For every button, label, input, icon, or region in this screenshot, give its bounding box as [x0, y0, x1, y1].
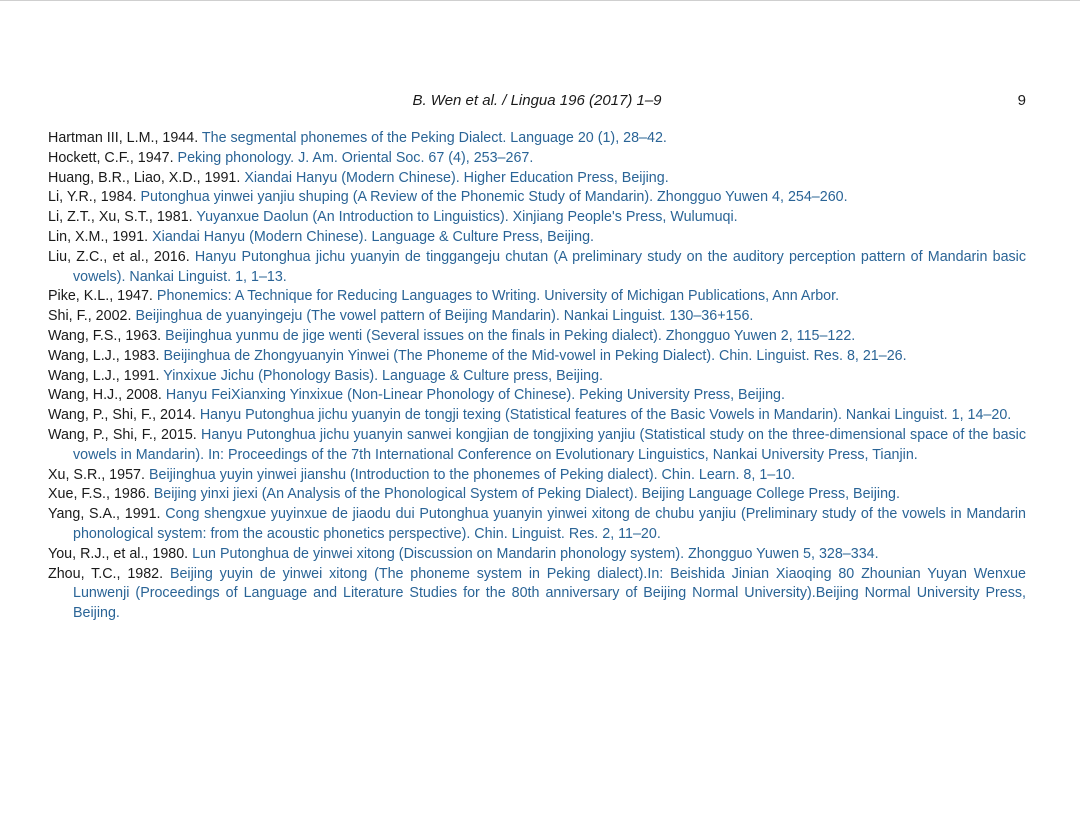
reference-item — [48, 228, 1026, 248]
reference-author: Wang, H.J., 2008. — [48, 387, 162, 404]
reference-link[interactable]: Beijinghua yuyin yinwei jianshu (Introduction to the phonemes of Peking dialect). Chin. Learn. 8, 1–10. — [148, 466, 796, 483]
reference-author: Wang, P., Shi, F., 2015. — [48, 426, 197, 443]
reference-author: Li, Y.R., 1984. — [48, 189, 137, 206]
reference-author: Wang, L.J., 1991. — [48, 367, 160, 384]
reference-link[interactable]: Phonemics: A Technique for Reducing Languages to Writing. University of Michigan Publications, Ann Arbor. — [156, 288, 840, 305]
reference-item — [48, 149, 1026, 169]
reference-item — [48, 287, 1026, 307]
reference-author: Wang, P., Shi, F., 2014. — [48, 407, 196, 424]
reference-item — [48, 327, 1026, 347]
reference-link[interactable]: Lun Putonghua de yinwei xitong (Discussion on Mandarin phonology system). Zhongguo Yuwen 5, 328–334. — [192, 545, 879, 562]
reference-author: Xue, F.S., 1986. — [48, 486, 150, 503]
reference-author: Huang, B.R., Liao, X.D., 1991. — [48, 169, 241, 186]
reference-author: Lin, X.M., 1991. — [48, 228, 149, 245]
reference-link[interactable]: Xiandai Hanyu (Modern Chinese). Higher Education Press, Beijing. — [244, 169, 669, 186]
reference-link[interactable]: Beijing yuyin de yinwei xitong (The phoneme system in Peking dialect).In: Beishida Jinian Xiaoqing 80 Zhounian Yuyan Wenxue Lunwenji (Proceedings of Language and Literature Studies for the 80th anniversary of Beijing Normal University).Beijing Normal University Press, Beijing. — [73, 565, 1027, 622]
reference-item — [48, 466, 1026, 486]
reference-item — [48, 406, 1026, 426]
reference-item — [48, 485, 1026, 505]
reference-link[interactable]: Hanyu Putonghua jichu yuanyin sanwei kongjian de tongjixing yanjiu (Statistical study on the three-dimensional space of the basic vowels in Mandarin). In: Proceedings of the 7th International Conference on Evolutionary Linguistics, Nankai University Press, Tianjin. — [73, 426, 1027, 463]
reference-link[interactable]: Hanyu Putonghua jichu yuanyin de tongji texing (Statistical features of the Basic Vowels in Mandarin). Nankai Linguist. 1, 14–20. — [199, 407, 1012, 424]
reference-link[interactable]: Beijing yinxi jiexi (An Analysis of the Phonological System of Peking Dialect). Beijing Language College Press, Beijing. — [153, 486, 900, 503]
running-head — [48, 91, 1026, 111]
reference-item — [48, 347, 1026, 367]
reference-item — [48, 307, 1026, 327]
reference-author: Wang, F.S., 1963. — [48, 327, 162, 344]
reference-item — [48, 367, 1026, 387]
reference-author: Hartman III, L.M., 1944. — [48, 130, 199, 146]
reference-item — [48, 505, 1026, 545]
reference-link[interactable]: Cong shengxue yuyinxue de jiaodu dui Putonghua yuanyin yinwei xitong de chubu yanjiu (Preliminary study of the vowels in Mandarin phonological system: from the acoustic phonetics perspective). Chin. Linguist. Res. 2, 11–20. — [73, 506, 1026, 542]
reference-author: Wang, L.J., 1983. — [48, 347, 160, 364]
reference-link[interactable]: Yinxixue Jichu (Phonology Basis). Language & Culture press, Beijing. — [163, 367, 603, 384]
reference-item — [48, 169, 1026, 189]
reference-link[interactable]: Xiandai Hanyu (Modern Chinese). Language & Culture Press, Beijing. — [152, 228, 594, 245]
reference-list — [48, 129, 1026, 624]
reference-author: Xu, S.R., 1957. — [48, 466, 145, 483]
reference-link[interactable]: Beijinghua yunmu de jige wenti (Several issues on the finals in Peking dialect). Zhongguo Yuwen 2, 115–122. — [165, 327, 856, 344]
reference-link[interactable]: The segmental phonemes of the Peking Dialect. Language 20 (1), 28–42. — [201, 130, 667, 146]
reference-item — [48, 565, 1026, 624]
reference-author: Pike, K.L., 1947. — [48, 288, 153, 305]
reference-author: Liu, Z.C., et al., 2016. — [48, 248, 190, 265]
reference-author: Yang, S.A., 1991. — [48, 506, 161, 523]
reference-author: Zhou, T.C., 1982. — [48, 565, 164, 582]
reference-link[interactable]: Hanyu Putonghua jichu yuanyin de tinggangeju chutan (A preliminary study on the auditory perception pattern of Mandarin basic vowels). Nankai Linguist. 1, 1–13. — [73, 248, 1026, 285]
page-number: 9 — [1017, 92, 1026, 109]
reference-author: You, R.J., et al., 1980. — [48, 545, 189, 562]
reference-item — [48, 545, 1026, 565]
journal-citation: B. Wen et al. / Lingua 196 (2017) 1–9 — [412, 92, 662, 109]
reference-link[interactable]: Peking phonology. J. Am. Oriental Soc. 67 (4), 253–267. — [177, 149, 534, 166]
reference-item — [48, 208, 1026, 228]
reference-author: Li, Z.T., Xu, S.T., 1981. — [48, 209, 193, 226]
reference-link[interactable]: Yuyanxue Daolun (An Introduction to Linguistics). Xinjiang People's Press, Wulumuqi. — [196, 209, 738, 226]
reference-item — [48, 386, 1026, 406]
reference-author: Shi, F., 2002. — [48, 308, 132, 325]
reference-item — [48, 426, 1026, 466]
reference-link[interactable]: Hanyu FeiXianxing Yinxixue (Non-Linear Phonology of Chinese). Peking University Press, Beijing. — [165, 387, 785, 404]
reference-item — [48, 248, 1026, 288]
reference-item — [48, 129, 1026, 149]
reference-link[interactable]: Putonghua yinwei yanjiu shuping (A Review of the Phonemic Study of Mandarin). Zhongguo Yuwen 4, 254–260. — [140, 189, 848, 206]
reference-link[interactable]: Beijinghua de Zhongyuanyin Yinwei (The Phoneme of the Mid-vowel in Peking Dialect). Chin. Linguist. Res. 8, 21–26. — [163, 347, 907, 364]
reference-author: Hockett, C.F., 1947. — [48, 149, 174, 166]
reference-link[interactable]: Beijinghua de yuanyingeju (The vowel pattern of Beijing Mandarin). Nankai Linguist. 130–36+156. — [135, 308, 754, 325]
reference-item — [48, 188, 1026, 208]
top-rule — [0, 0, 1080, 1]
